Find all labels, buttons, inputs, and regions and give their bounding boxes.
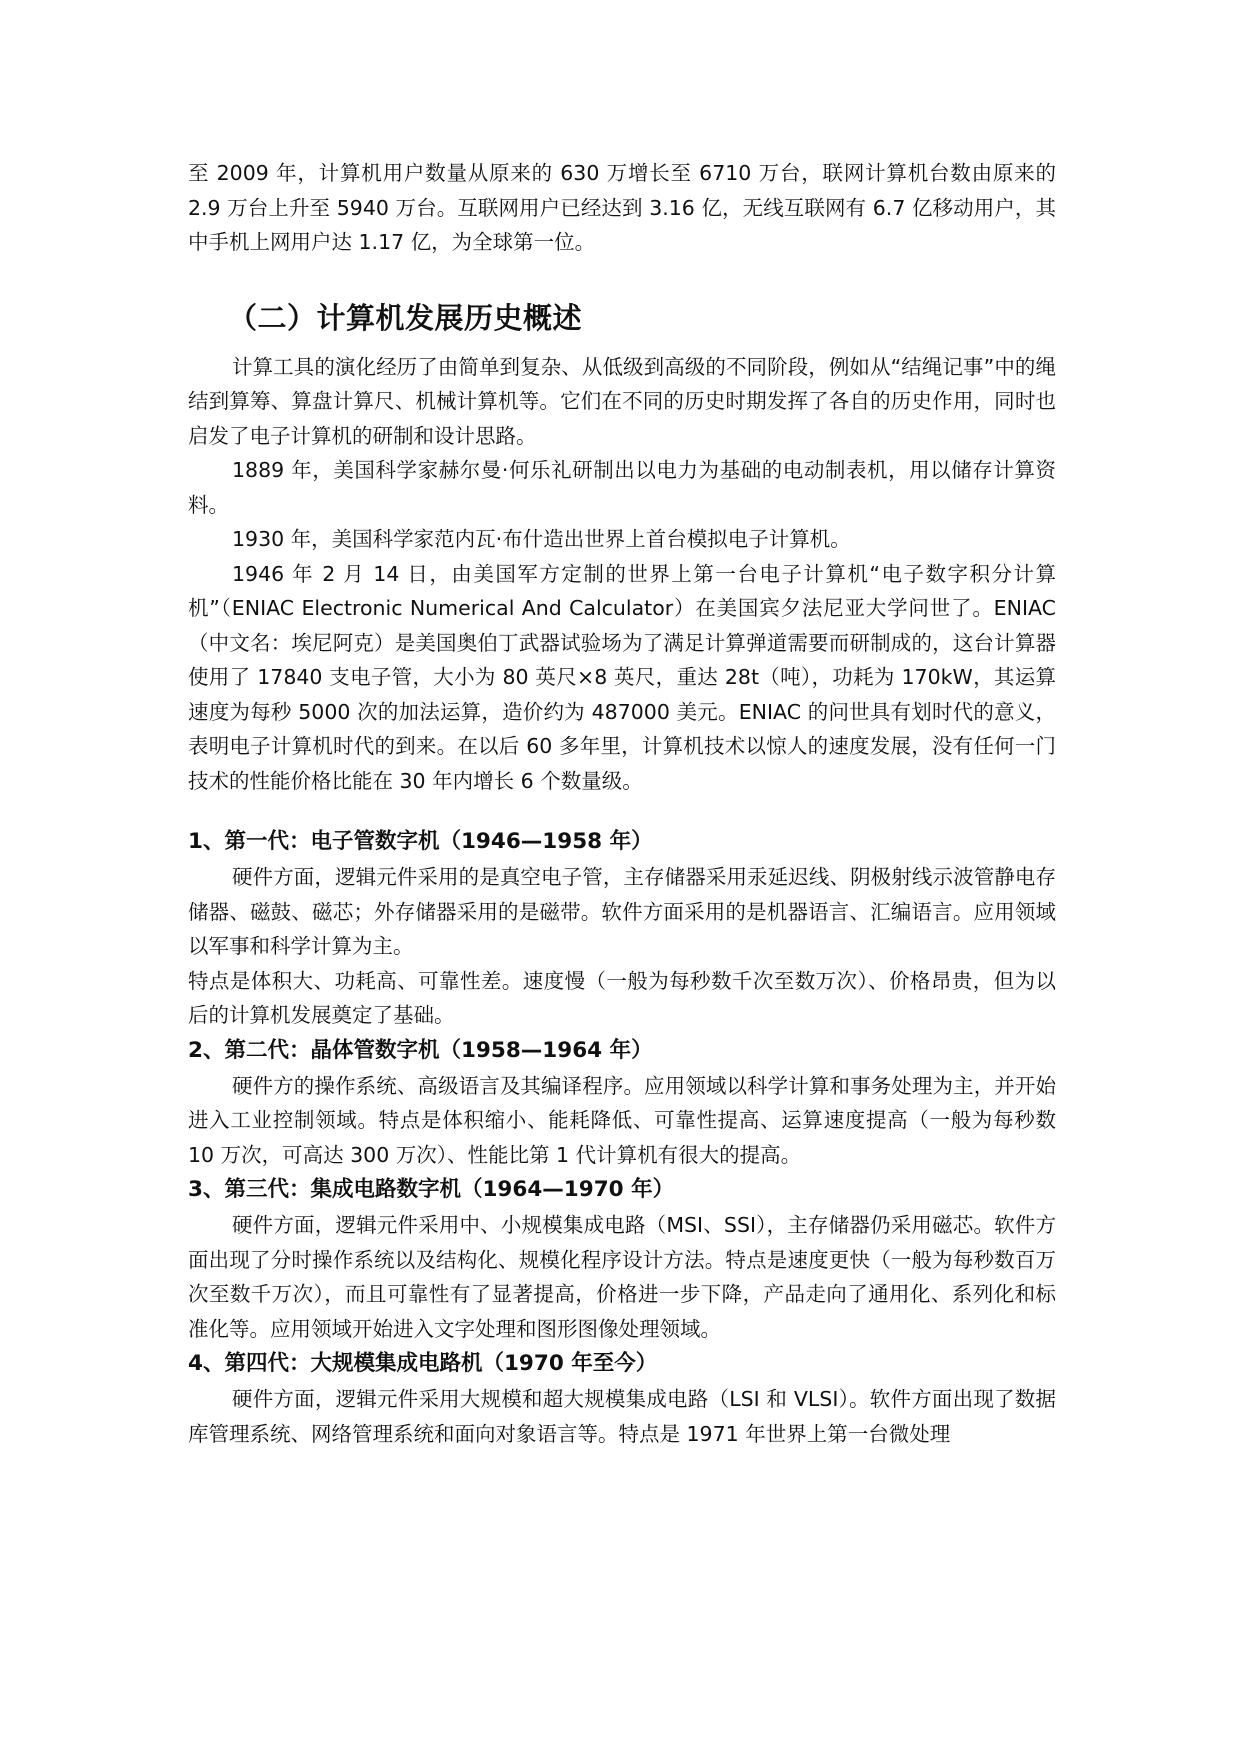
generation-3-body: 硬件方面，逻辑元件采用中、小规模集成电路（MSI、SSI），主存储器仍采用磁芯。软件方面出现了分时操作系统以及结构化、规模化程序设计方法。特点是速度更快（一般为每秒数百万次至数千万次），而且可靠性有了显著提高，价格进一步下降，产品走向了通用化、系列化和标准化等。应用领域开始进入文字处理和图形图像处理领域。 <box>188 1213 1056 1341</box>
section-title: （二）计算机发展历史概述 <box>228 300 583 335</box>
intro-paragraph: 至 2009 年，计算机用户数量从原来的 630 万增长至 6710 万台，联网计算机台数由原来的 2.9 万台上升至 5940 万台。互联网用户已经达到 3.16 亿，无线互联网有 6.7 亿移动用户，其中手机上网用户达 1.17 亿，为全球第一位。 <box>188 161 1056 254</box>
generation-4-heading: 4、第四代：大规模集成电路机（1970 年至今） <box>188 1351 658 1376</box>
generation-1-heading: 1、第一代：电子管数字机（1946—1958 年） <box>188 829 653 854</box>
page-content <box>188 156 1056 1451</box>
history-paragraph-1930: 1930 年，美国科学家范内瓦·布什造出世界上首台模拟电子计算机。 <box>232 527 851 551</box>
generation-2-heading: 2、第二代：晶体管数字机（1958—1964 年） <box>188 1037 653 1063</box>
generation-4-body: 硬件方面，逻辑元件采用大规模和超大规模集成电路（LSI 和 VLSI）。软件方面出现了数据库管理系统、网络管理系统和面向对象语言等。特点是 1971 年世界上第一台微处理 <box>188 1387 1056 1446</box>
history-paragraph-eniac: 1946 年 2 月 14 日，由美国军方定制的世界上第一台电子计算机“电子数字积分计算机”（ENIAC Electronic Numerical And Calculator）在美国宾夕法尼亚大学问世了。ENIAC（中文名：埃尼阿克）是美国奥伯丁武器试验场为了满足计算弹道需要而研制成的，这台计算器使用了 17840 支电子管，大小为 80 英尺×8 英尺，重达 28t（吨），功耗为 170kW，其运算速度为每秒 5000 次的加法运算，造价约为 487000 美元。ENIAC 的问世具有划时代的意义，表明电子计算机时代的到来。在以后 60 多年里，计算机技术以惊人的速度发展，没有任何一门技术的性能价格比能在 30 年内增长 6 个数量级。 <box>188 561 1056 793</box>
generation-1-features: 特点是体积大、功耗高、可靠性差。速度慢（一般为每秒数千次至数万次）、价格昂贵，但为以后的计算机发展奠定了基础。 <box>188 968 1056 1027</box>
generation-1-body: 硬件方面，逻辑元件采用的是真空电子管，主存储器采用汞延迟线、阴极射线示波管静电存储器、磁鼓、磁芯；外存储器采用的是磁带。软件方面采用的是机器语言、汇编语言。应用领域以军事和科学计算为主。 <box>188 865 1056 958</box>
generation-2-body: 硬件方的操作系统、高级语言及其编译程序。应用领域以科学计算和事务处理为主，并开始进入工业控制领域。特点是体积缩小、能耗降低、可靠性提高、运算速度提高（一般为每秒数 10 万次，可高达 300 万次）、性能比第 1 代计算机有很大的提高。 <box>188 1073 1056 1167</box>
generation-3-heading: 3、第三代：集成电路数字机（1964—1970 年） <box>188 1177 675 1202</box>
history-paragraph-1889: 1889 年，美国科学家赫尔曼·何乐礼研制出以电力为基础的电动制表机，用以储存计算资料。 <box>188 458 1056 517</box>
history-paragraph-abacus: 计算工具的演化经历了由简单到复杂、从低级到高级的不同阶段，例如从“结绳记事”中的绳结到算筹、算盘计算尺、机械计算机等。它们在不同的历史时期发挥了各自的历史作用，同时也启发了电子计算机的研制和设计思路。 <box>188 354 1056 448</box>
